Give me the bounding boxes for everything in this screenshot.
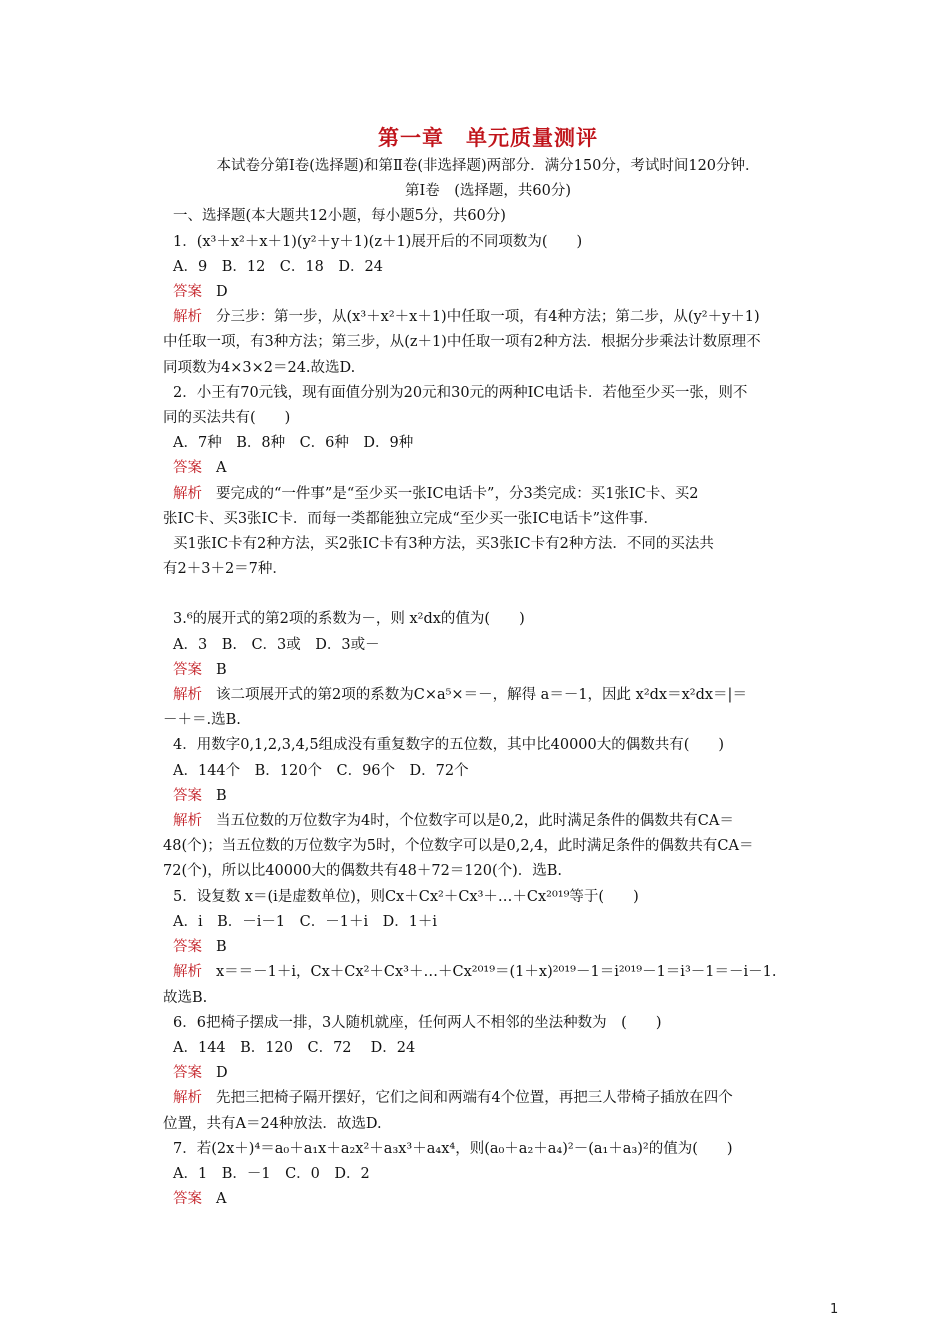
exam-intro: 本试卷分第Ⅰ卷(选择题)和第Ⅱ卷(非选择题)两部分．满分150分，考试时间120分钟． [216,158,760,174]
question-4-options: A．144个 B．120个 C．96个 D．72个 [173,762,469,779]
answer-label: 答案 [173,939,202,956]
question-7-options: A．1 B．－1 C．0 D．2 [173,1165,370,1182]
question-6-analysis [163,1086,813,1111]
question-1-analysis [163,305,813,330]
analysis-label: 解析 [173,813,202,830]
question-5-stem: 5．设复数 x＝(i是虚数单位)，则Cx＋Cx²＋Cx³＋…＋Cx²⁰¹⁹等于( ) [173,888,639,905]
question-6-answer [163,1061,813,1086]
section1-heading: 一、选择题(本大题共12小题，每小题5分，共60分) [173,208,506,225]
answer-label: 答案 [173,1065,202,1082]
analysis-line: 买1张IC卡有2种方法，买2张IC卡有3种方法，买3张IC卡有2种方法．不同的买法共 [173,536,714,553]
answer-value: A [216,1191,227,1208]
question-3-analysis [163,683,813,708]
question-4-stem: 4．用数字0,1,2,3,4,5组成没有重复数字的五位数，其中比40000大的偶数共有( ) [173,737,725,754]
question-2-stem: 2．小王有70元钱，现有面值分别为20元和30元的两种IC电话卡．若他至少买一张，则不 [173,384,748,401]
question-4-analysis [163,809,813,834]
answer-value: A [216,460,227,477]
question-2-stem-cont: 同的买法共有( ) [163,410,291,427]
analysis-label: 解析 [173,309,202,326]
question-2-answer [163,456,813,481]
question-1-stem: 1．(x³＋x²＋x＋1)(y²＋y＋1)(z＋1)展开后的不同项数为( ) [173,233,583,250]
question-7-answer [163,1187,813,1212]
part1-heading: 第Ⅰ卷 (选择题，共60分) [405,183,571,200]
analysis-label: 解析 [173,1090,202,1107]
question-1-answer [163,280,813,305]
analysis-text: 该二项展开式的第2项的系数为C×a⁵×＝－，解得 a＝－1，因此 x²dx＝x²dx＝|＝ [216,687,747,704]
answer-value: D [216,284,228,301]
answer-value: D [216,1065,228,1082]
analysis-text: 当五位数的万位数字为4时，个位数字可以是0,2，此时满足条件的偶数共有CA＝ [216,813,734,830]
answer-value: B [216,787,227,804]
question-5-answer [163,935,813,960]
answer-value: B [216,939,227,956]
analysis-line: 张IC卡、买3张IC卡．而每一类都能独立完成“至少买一张IC电话卡”这件事． [163,510,659,527]
analysis-line: 48(个)；当五位数的万位数字为5时，个位数字可以是0,2,4，此时满足条件的偶数共有CA＝ [163,838,754,855]
question-3-answer [163,658,813,683]
analysis-line: 中任取一项，有3种方法；第三步，从(z＋1)中任取一项有2种方法．根据分步乘法计数原理不 [163,334,761,351]
analysis-line: －＋＝.选B. [163,712,241,729]
answer-label: 答案 [173,661,202,678]
answer-value: B [216,661,227,678]
analysis-label: 解析 [173,687,202,704]
question-5-options: A．i B．－i－1 C．－1＋i D．1＋i [173,913,438,930]
question-3-stem: 3.⁶的展开式的第2项的系数为－，则 x²dx的值为( ) [173,611,525,628]
analysis-line: 故选B. [163,989,208,1006]
analysis-text: 要完成的“一件事”是“至少买一张IC电话卡”，分3类完成：买1张IC卡、买2 [216,485,699,502]
page-title: 第一章 单元质量测评 [378,125,598,150]
answer-label: 答案 [173,284,202,301]
question-2-options: A．7种 B．8种 C．6种 D．9种 [173,435,414,452]
question-5-analysis [163,960,813,985]
question-3-options: A．3 B. C．3或 D．3或－ [173,636,380,653]
analysis-line: 有2＋3＋2＝7种． [163,561,287,578]
analysis-line: 位置，共有A＝24种放法．故选D. [163,1115,382,1132]
question-7-stem: 7．若(2x＋)⁴＝a₀＋a₁x＋a₂x²＋a₃x³＋a₄x⁴，则(a₀＋a₂＋a₄)²－(a₁＋a₃)²的值为( ) [173,1140,733,1157]
answer-label: 答案 [173,1191,202,1208]
analysis-label: 解析 [173,964,202,981]
exam-content [163,124,813,1212]
analysis-line: 同项数为4×3×2＝24.故选D. [163,359,356,376]
analysis-text: x＝＝－1＋i，Cx＋Cx²＋Cx³＋…＋Cx²⁰¹⁹＝(1＋x)²⁰¹⁹－1＝i²⁰¹⁹－1＝i³－1＝－i－1. [216,964,777,981]
question-4-answer [163,784,813,809]
question-1-options: A．9 B．12 C．18 D．24 [173,258,383,275]
analysis-line: 72(个)，所以比40000大的偶数共有48＋72＝120(个)．选B. [163,863,563,880]
analysis-text: 分三步：第一步，从(x³＋x²＋x＋1)中任取一项，有4种方法；第二步，从(y²＋y＋1) [216,309,760,326]
answer-label: 答案 [173,787,202,804]
question-2-analysis [163,482,813,507]
question-6-options: A．144 B．120 C．72 D．24 [173,1039,416,1056]
page-number: 1 [830,1302,839,1317]
analysis-label: 解析 [173,485,202,502]
answer-label: 答案 [173,460,202,477]
question-6-stem: 6．6把椅子摆成一排，3人随机就座，任何两人不相邻的坐法种数为 ( ) [173,1014,662,1031]
analysis-text: 先把三把椅子隔开摆好，它们之间和两端有4个位置，再把三人带椅子插放在四个 [216,1090,733,1107]
spacer [163,582,813,607]
